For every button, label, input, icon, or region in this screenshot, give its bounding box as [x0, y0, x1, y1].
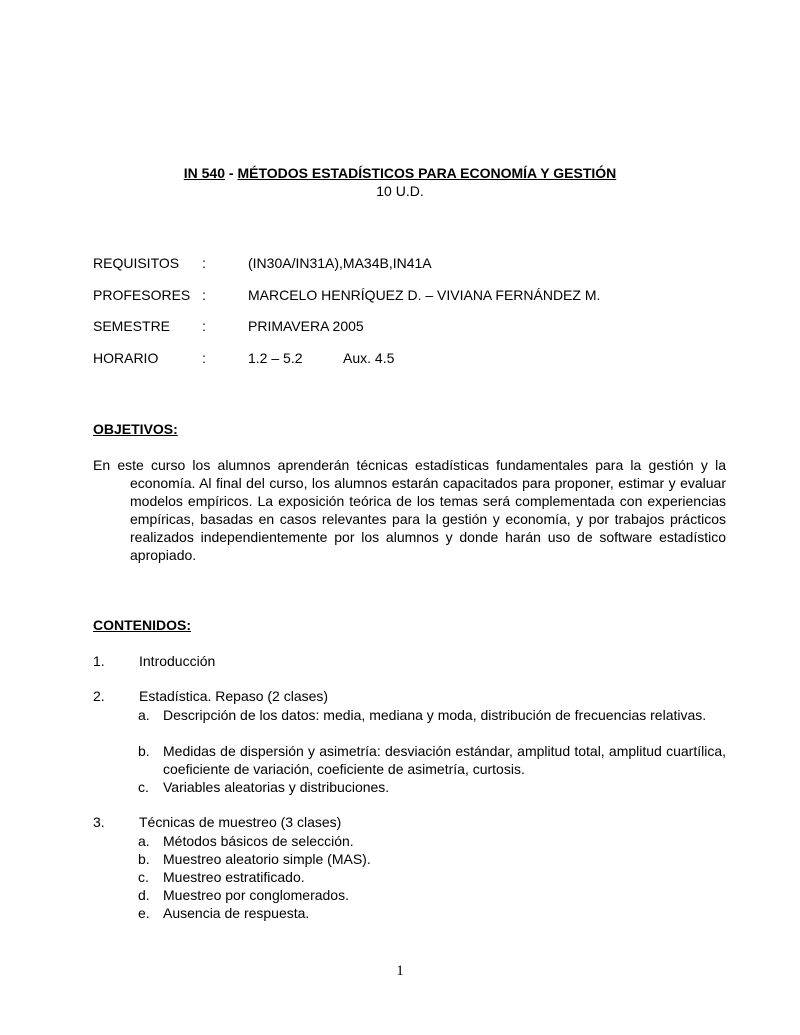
info-colon: : [202, 287, 206, 303]
sub-text: Descripción de los datos: media, mediana y moda, distribución de frecuencias relativas. [163, 707, 707, 723]
sub-item [138, 778, 726, 796]
sub-text: Medidas de dispersión y asimetría: desviación estándar, amplitud total, amplitud cuartílica, coeficiente de variación, coeficiente de asimetría, curtosis. [163, 743, 726, 777]
sub-letter: a. [138, 707, 150, 723]
info-value: 1.2 – 5.2 [248, 350, 303, 366]
objetivos-heading: OBJETIVOS: [93, 421, 178, 437]
sub-text: Variables aleatorias y distribuciones. [163, 779, 390, 795]
sub-item [138, 850, 726, 868]
sub-item [138, 742, 726, 778]
objetivos-text: En este curso los alumnos aprenderán técnicas estadísticas fundamentales para la gestión y la economía. Al final del curso, los alumnos estarán capacitados para proponer, estimar y evaluar modelos empíricos. La exposición teórica de los temas será complementada con experiencias empíricas, basadas en casos relevantes para la gestión y economía, y por trabajos prácticos realizados independientemente por los alumnos y donde harán uso de software estadístico apropiado. [93, 457, 726, 563]
sub-text: Métodos básicos de selección. [163, 833, 354, 849]
course-code: IN 540 [183, 165, 225, 181]
sub-text: Muestreo estratificado. [163, 869, 305, 885]
info-label: SEMESTRE [93, 318, 171, 334]
item-number: 1. [93, 653, 105, 669]
info-value: MARCELO HENRÍQUEZ D. – VIVIANA FERNÁNDEZ M. [248, 287, 601, 303]
course-name: MÉTODOS ESTADÍSTICOS PARA ECONOMÍA Y GESTIÓN [237, 165, 617, 181]
sub-item [138, 886, 726, 904]
course-title [0, 164, 800, 182]
sub-letter: c. [138, 869, 149, 885]
sub-letter: b. [138, 743, 150, 759]
info-label: HORARIO [93, 350, 159, 366]
sub-item [138, 706, 726, 724]
sub-text: Ausencia de respuesta. [163, 905, 310, 921]
info-label: REQUISITOS [93, 255, 180, 271]
info-colon: : [202, 350, 206, 366]
course-units: 10 U.D. [376, 183, 424, 199]
sub-text: Muestreo por conglomerados. [163, 887, 349, 903]
item-number: 2. [93, 688, 105, 704]
sub-letter: c. [138, 779, 149, 795]
title-separator: - [224, 165, 238, 181]
sub-letter: e. [138, 905, 150, 921]
info-value: (IN30A/IN31A),MA34B,IN41A [248, 255, 432, 271]
info-colon: : [202, 318, 206, 334]
sub-item [138, 832, 726, 850]
sub-item [138, 904, 726, 922]
info-value: PRIMAVERA 2005 [248, 318, 364, 334]
contenidos-heading: CONTENIDOS: [93, 617, 191, 633]
item-title: Introducción [139, 653, 216, 669]
sub-text: Muestreo aleatorio simple (MAS). [163, 851, 371, 867]
sub-item [138, 868, 726, 886]
item-number: 3. [93, 814, 105, 830]
sub-letter: d. [138, 887, 150, 903]
course-header [0, 164, 800, 200]
info-label: PROFESORES [93, 287, 191, 303]
sub-letter: b. [138, 851, 150, 867]
sub-letter: a. [138, 833, 150, 849]
item-title: Estadística. Repaso (2 clases) [139, 688, 329, 704]
page-number: 1 [396, 963, 404, 979]
item-title: Técnicas de muestreo (3 clases) [139, 814, 342, 830]
info-colon: : [202, 255, 206, 271]
info-aux: Aux. 4.5 [343, 350, 395, 366]
